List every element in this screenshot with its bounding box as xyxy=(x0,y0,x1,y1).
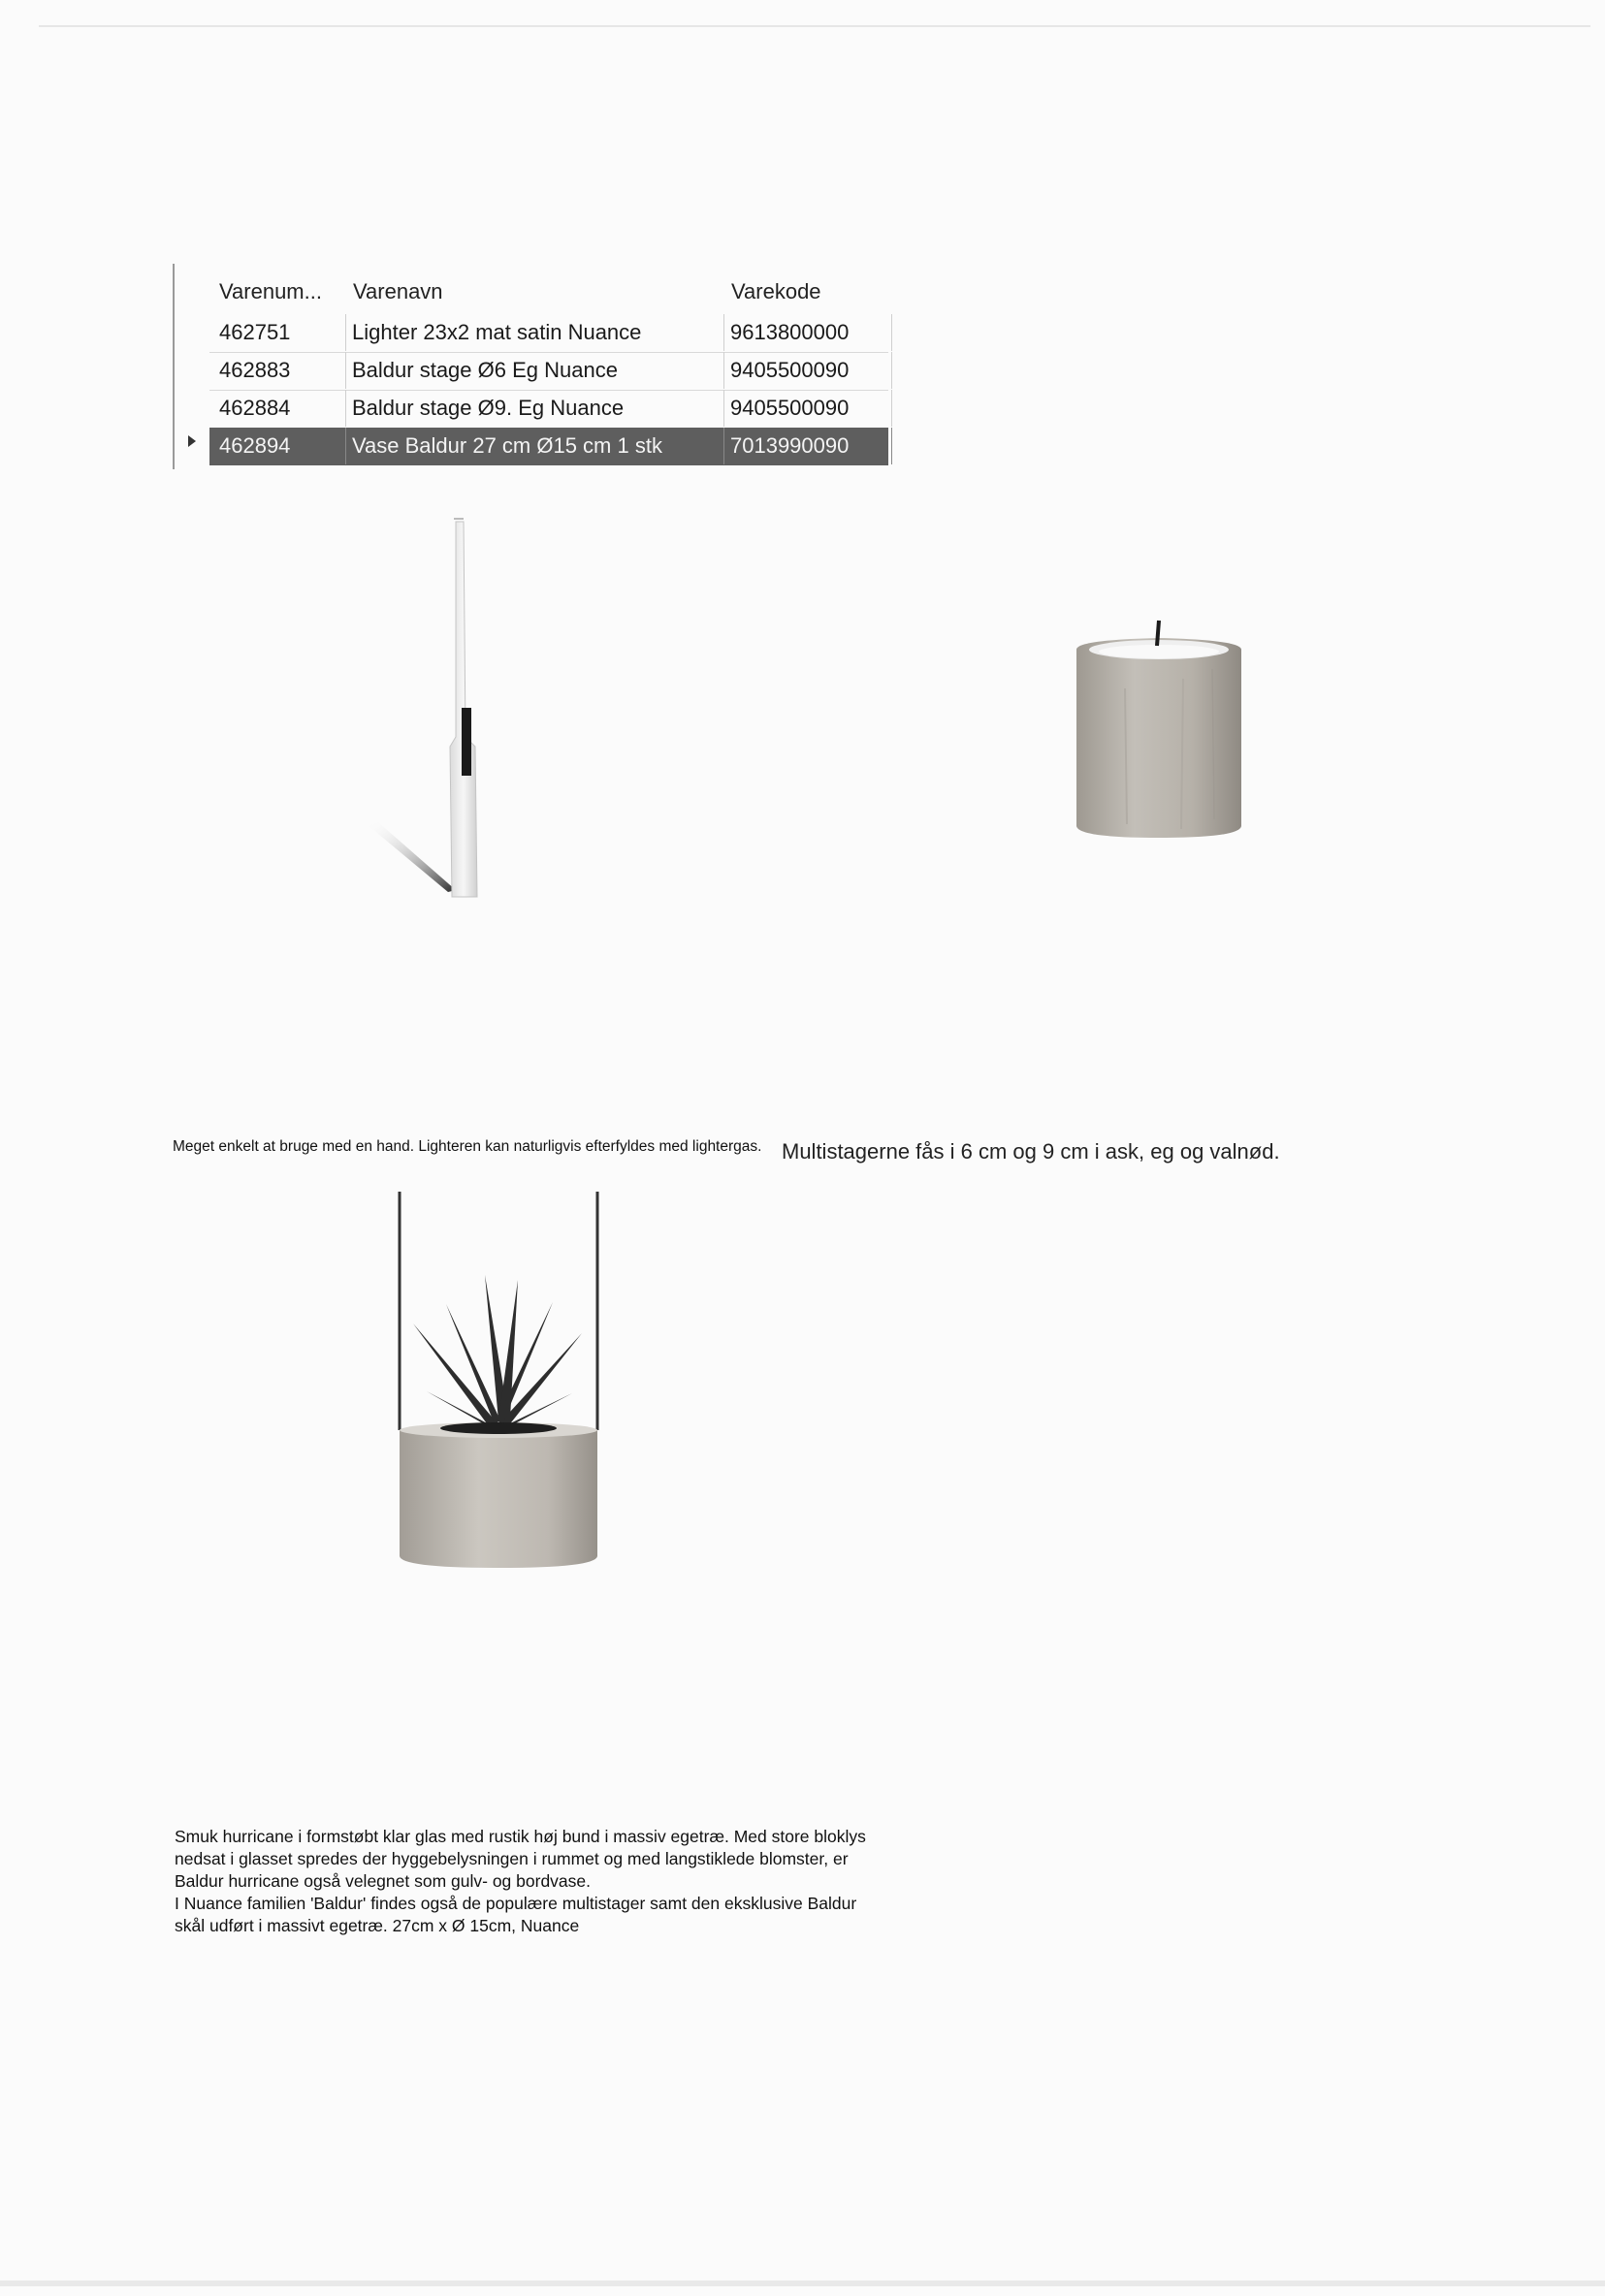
page-bottom-rule xyxy=(0,2280,1605,2286)
cell-number: 462883 xyxy=(219,358,291,382)
column-header-number[interactable]: Varenum... xyxy=(219,279,322,303)
cell-code: 9405500090 xyxy=(723,352,892,389)
table-row[interactable] xyxy=(209,352,888,391)
cell-code: 9613800000 xyxy=(723,314,892,351)
candle-holder-description: Multistagerne fås i 6 cm og 9 cm i ask, eg og valnød. xyxy=(782,1139,1280,1164)
current-row-indicator-icon xyxy=(188,435,196,447)
vase-description-paragraph: Smuk hurricane i formstøbt klar glas med rustik høj bund i massiv egetræ. Med store bloklys nedsat i glasset spredes der hyggebelysningen i rummet og med langstiklede blomster, er Baldur hurricane også velegnet som gulv- og bordvase. xyxy=(175,1827,866,1891)
cell-name: Baldur stage Ø6 Eg Nuance xyxy=(345,352,724,389)
cell-code: 9405500090 xyxy=(723,390,892,427)
table-row[interactable] xyxy=(209,314,888,353)
candle-holder-product-image xyxy=(1067,611,1251,844)
grid-header-row xyxy=(173,264,890,312)
page-top-rule xyxy=(39,25,1590,27)
cell-number: 462884 xyxy=(219,396,291,420)
lighter-product-image xyxy=(359,514,495,902)
cell-number: 462894 xyxy=(219,433,291,458)
cell-name: Vase Baldur 27 cm Ø15 cm 1 stk xyxy=(345,428,724,464)
vase-description xyxy=(175,1826,873,1937)
cell-name: Baldur stage Ø9. Eg Nuance xyxy=(345,390,724,427)
column-header-code[interactable]: Varekode xyxy=(731,279,821,303)
lighter-description: Meget enkelt at bruge med en hand. Lighteren kan naturligvis efterfyldes med lightergas. xyxy=(173,1138,762,1155)
cell-code: 7013990090 xyxy=(723,428,892,464)
cell-name: Lighter 23x2 mat satin Nuance xyxy=(345,314,724,351)
vase-product-image xyxy=(388,1188,611,1576)
cell-number: 462751 xyxy=(219,320,291,344)
vase-description-paragraph: I Nuance familien 'Baldur' findes også de populære multistager samt den eksklusive Baldur skål udført i massivt egetræ. 27cm x Ø 15cm, Nuance xyxy=(175,1894,857,1935)
table-row-selected[interactable] xyxy=(209,428,888,465)
column-header-name[interactable]: Varenavn xyxy=(353,279,443,303)
table-row[interactable] xyxy=(209,390,888,429)
